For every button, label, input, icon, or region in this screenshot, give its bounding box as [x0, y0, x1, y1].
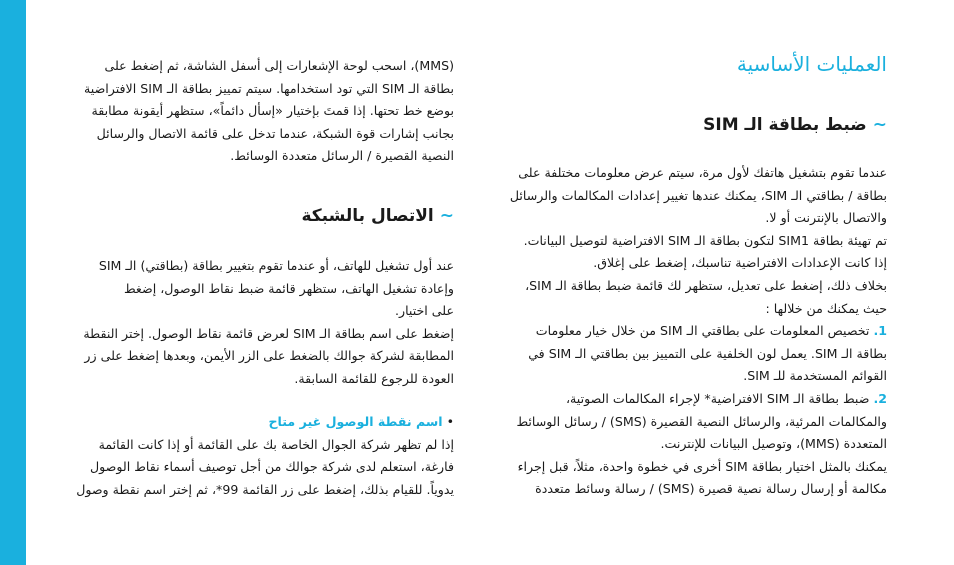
text-line: على اختيار.: [395, 303, 454, 319]
text-line: والمكالمات المرئية، والرسائل النصية القصيرة (SMS) / رسائل الوسائط: [516, 413, 887, 429]
text-line: إذا كانت الإعدادات الافتراضية تناسبك، إضغط على إغلاق.: [593, 255, 887, 271]
bullet-icon: •: [446, 414, 454, 429]
side-color-bar: [0, 0, 26, 565]
section-title: ضبط بطاقة الـ SIM: [703, 115, 867, 135]
text-line: المطابقة لشركة جوالك بالضغط على الزر الأيمن، وبعدها إضغط على زر: [84, 348, 454, 364]
bullet-title: اسم نقطة الوصول غير متاح: [268, 414, 443, 429]
text-line: بطاقة الـ SIM. يعمل لون الخلفية على التمييز بين بطاقتي الـ SIM في: [528, 345, 887, 361]
list-item-2: [495, 388, 887, 411]
text-line: وإعادة تشغيل الهاتف، ستظهر قائمة ضبط نقاط الوصول، إضغط: [123, 280, 454, 296]
text-line: عند أول تشغيل للهاتف، أو عندما تقوم بتغيير بطاقة (بطاقتي) الـ SIM: [98, 258, 454, 273]
text-line: والاتصال بالإنترنت أو لا.: [765, 210, 887, 226]
text-line: بطاقة الـ SIM التي تود استخدامها. سيتم تمييز بطاقة الـ SIM الافتراضية: [84, 80, 454, 96]
section-title: الاتصال بالشبكة: [301, 206, 434, 226]
text-line: العودة للرجوع للقائمة السابقة.: [294, 370, 454, 386]
tilde-icon: ~: [439, 206, 454, 226]
text-line: القوائم المستخدمة للـ SIM.: [743, 368, 887, 384]
text-line: مكالمة أو إرسال رسالة نصية قصيرة (SMS) / رسالة وسائط متعددة: [535, 481, 887, 497]
text-line: بخلاف ذلك، إضغط على تعديل، ستظهر لك قائمة ضبط بطاقة الـ SIM،: [525, 277, 887, 293]
section-heading-sim-settings: [703, 115, 887, 135]
list-item-1: [495, 320, 887, 343]
tilde-icon: ~: [872, 115, 887, 135]
text-line: يدوياً. للقيام بذلك، إضغط على زر القائمة 99*، ثم إختر اسم نقطة وصول: [76, 481, 454, 497]
text-line: بجانب إشارات قوة الشبكة، عندما تدخل على قائمة الاتصال والرسائل: [96, 125, 454, 141]
bullet-heading: [62, 411, 454, 434]
text-line: بوضع خط تحتها. إذا قمتَ بإختيار «إسأل دائماً»، ستظهر أيقونة مطابقة: [91, 103, 454, 119]
text-line: إضغط على اسم بطاقة الـ SIM لعرض قائمة نقاط الوصول. إختر النقطة: [83, 325, 454, 341]
apn-unavailable-body: [62, 411, 454, 501]
list-number: 2.: [873, 390, 887, 406]
text-line: ضبط بطاقة الـ SIM الافتراضية* لإجراء المكالمات الصوتية،: [565, 390, 870, 406]
text-line: يمكنك بالمثل اختيار بطاقة SIM أخرى في خطوة واحدة، مثلاً، قبل إجراء: [517, 458, 887, 474]
network-body: [62, 255, 454, 391]
list-number: 1.: [873, 323, 887, 339]
text-line: المتعددة (MMS)، وتوصيل البيانات للإنترنت.: [660, 436, 887, 452]
mms-continuation-body: [62, 55, 454, 168]
text-line: إذا لم تظهر شركة الجوال الخاصة بك على القائمة أو إذا كانت القائمة: [98, 436, 454, 452]
text-line: تخصيص المعلومات على بطاقتي الـ SIM من خلال خيار معلومات: [535, 323, 870, 339]
text-line: فارغة، استعلم لدى شركة جوالك من أجل توصيف أسماء نقاط الوصول: [90, 459, 454, 475]
text-line: تم تهيئة بطاقة SIM1 لتكون بطاقة الـ SIM الافتراضية لتوصيل البيانات.: [523, 232, 887, 248]
sim-settings-body: [495, 162, 887, 501]
page-title: العمليات الأساسية: [736, 52, 887, 76]
section-heading-network: [301, 206, 454, 226]
text-line: (MMS)، اسحب لوحة الإشعارات إلى أسفل الشاشة، ثم إضغط على: [104, 58, 454, 73]
text-line: عندما تقوم بتشغيل هاتفك لأول مرة، سيتم عرض معلومات مختلفة على: [518, 165, 887, 180]
text-line: بطاقة / بطاقتي الـ SIM، يمكنك عندها تغيير إعدادات المكالمات والرسائل: [509, 187, 887, 203]
text-line: النصية القصيرة / الرسائل متعددة الوسائط.: [230, 148, 454, 164]
text-line: حيث يمكنك من خلالها :: [765, 300, 887, 316]
